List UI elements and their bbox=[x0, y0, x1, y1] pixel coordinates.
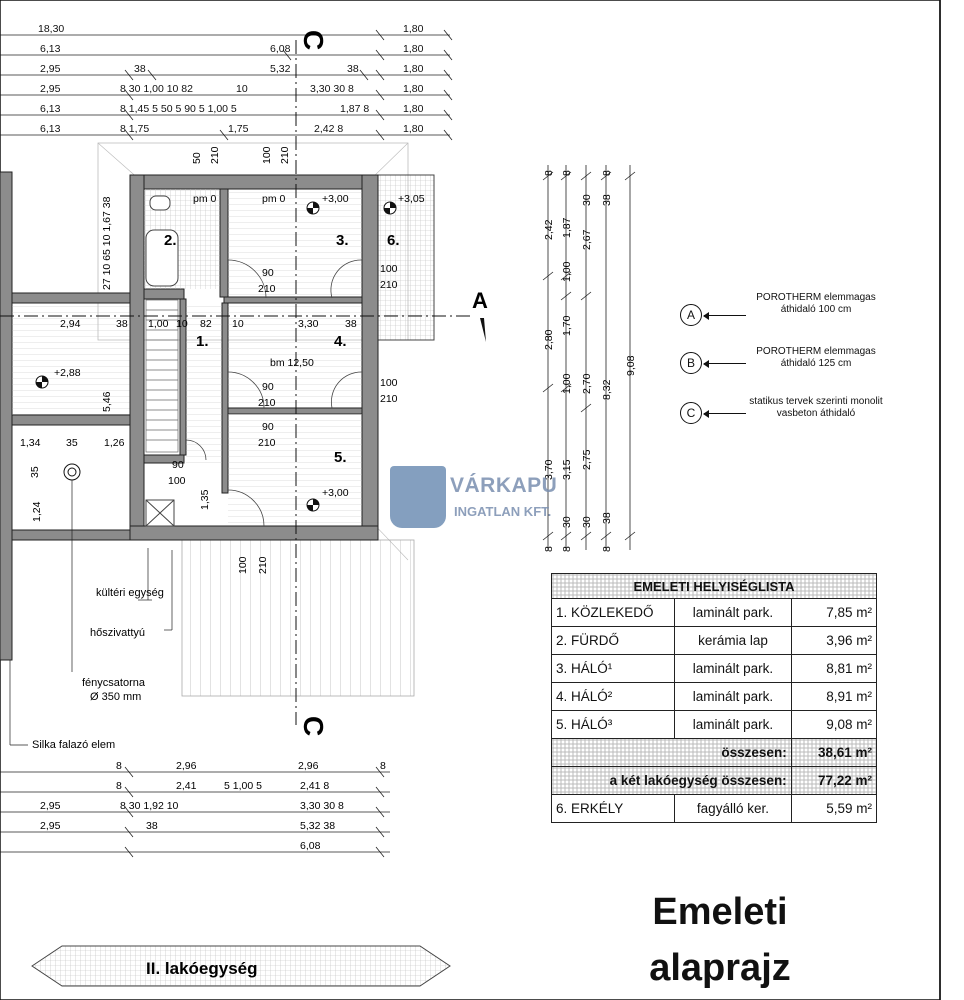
heat-pump-label: hőszivattyú bbox=[90, 627, 146, 639]
svg-text:210: 210 bbox=[258, 397, 276, 409]
total-value: 38,61 m² bbox=[791, 739, 876, 767]
table-row bbox=[552, 655, 877, 683]
dim-label: 18,30 bbox=[38, 23, 65, 35]
unit-label: II. lakóegység bbox=[146, 959, 258, 978]
svg-text:8,32: 8,32 bbox=[601, 379, 613, 400]
room-finish: laminált park. bbox=[675, 711, 791, 739]
table-row bbox=[552, 627, 877, 655]
annotations bbox=[32, 587, 164, 751]
drawing-title bbox=[600, 884, 840, 996]
svg-text:38: 38 bbox=[601, 194, 613, 206]
castle-icon bbox=[390, 466, 446, 528]
svg-text:1,24: 1,24 bbox=[31, 501, 43, 522]
dim-label: 6,13 bbox=[40, 43, 61, 55]
svg-text:90: 90 bbox=[172, 459, 184, 471]
svg-text:38: 38 bbox=[116, 318, 128, 330]
svg-text:210: 210 bbox=[258, 283, 276, 295]
legend-item-b bbox=[680, 346, 890, 390]
dim-label: 1,80 bbox=[403, 83, 424, 95]
dim-label: 6,08 bbox=[270, 43, 291, 55]
legend-text: statikus tervek szerinti monolit vasbeton áthidaló bbox=[749, 396, 883, 419]
dim-label: 38 bbox=[134, 63, 146, 75]
svg-text:90: 90 bbox=[262, 421, 274, 433]
room-finish: laminált park. bbox=[675, 655, 791, 683]
room-name: 2. FÜRDŐ bbox=[552, 627, 675, 655]
outdoor-unit-label: kültéri egység bbox=[96, 587, 164, 599]
dim-label: 1,80 bbox=[403, 23, 424, 35]
table-header-row bbox=[552, 574, 877, 599]
dim-label: 38 bbox=[347, 63, 359, 75]
room-finish: fagyálló ker. bbox=[675, 795, 791, 823]
svg-text:10: 10 bbox=[176, 318, 188, 330]
svg-text:3,70: 3,70 bbox=[543, 459, 555, 480]
svg-text:38: 38 bbox=[601, 512, 613, 524]
room-number: 5. bbox=[334, 449, 347, 466]
total-label: összesen: bbox=[552, 739, 792, 767]
logo-subtitle: INGATLAN KFT. bbox=[454, 504, 552, 519]
room-area: 5,59 m² bbox=[791, 795, 876, 823]
legend-text: POROTHERM elemmagas áthidaló 100 cm bbox=[756, 292, 876, 315]
dim-label: 1,87 8 bbox=[340, 103, 370, 115]
svg-text:1,35: 1,35 bbox=[199, 489, 211, 510]
svg-text:210: 210 bbox=[380, 393, 398, 405]
svg-text:2,96: 2,96 bbox=[298, 760, 319, 772]
room-name: 5. HÁLÓ³ bbox=[552, 711, 675, 739]
svg-text:2,95: 2,95 bbox=[40, 820, 61, 832]
svg-text:8: 8 bbox=[543, 170, 555, 176]
dim-label: 1,80 bbox=[403, 63, 424, 75]
bottom-dimension-labels bbox=[40, 760, 386, 852]
svg-text:3,30: 3,30 bbox=[298, 318, 319, 330]
dim-label: 2,95 bbox=[40, 63, 61, 75]
svg-text:2,70: 2,70 bbox=[581, 373, 593, 394]
svg-text:2,42: 2,42 bbox=[543, 219, 555, 240]
svg-text:1,00: 1,00 bbox=[561, 261, 573, 282]
pm-label: pm 0 bbox=[262, 193, 286, 205]
svg-text:2,41: 2,41 bbox=[176, 780, 197, 792]
dim-label: 10 bbox=[236, 83, 248, 95]
svg-text:100: 100 bbox=[380, 263, 398, 275]
svg-text:50: 50 bbox=[191, 152, 203, 164]
svg-text:2,96: 2,96 bbox=[176, 760, 197, 772]
svg-text:1,26: 1,26 bbox=[104, 437, 125, 449]
arrow-left-icon bbox=[704, 315, 746, 316]
svg-text:100: 100 bbox=[380, 377, 398, 389]
svg-text:1,87: 1,87 bbox=[561, 217, 573, 238]
svg-text:1,00: 1,00 bbox=[148, 318, 169, 330]
room-number: 1. bbox=[196, 333, 209, 350]
svg-text:30: 30 bbox=[581, 194, 593, 206]
svg-text:8: 8 bbox=[543, 546, 555, 552]
diameter-label: Ø 350 mm bbox=[90, 691, 142, 703]
legend-key: A bbox=[680, 304, 702, 326]
toilet bbox=[150, 196, 170, 210]
wall-material-label: Silka falazó elem bbox=[32, 739, 116, 751]
svg-text:5 1,00 5: 5 1,00 5 bbox=[224, 780, 262, 792]
room-finish: laminált park. bbox=[675, 599, 791, 627]
table-row bbox=[552, 795, 877, 823]
svg-text:1,00: 1,00 bbox=[561, 373, 573, 394]
dim-label: 8 1,75 bbox=[120, 123, 150, 135]
dim-label: 3,30 30 8 bbox=[310, 83, 354, 95]
svg-text:82: 82 bbox=[200, 318, 212, 330]
svg-text:8: 8 bbox=[116, 760, 122, 772]
room-finish: laminált park. bbox=[675, 683, 791, 711]
logo-brand: VÁRKAPU bbox=[450, 474, 558, 497]
legend-key: B bbox=[680, 352, 702, 374]
pergola-deck bbox=[182, 540, 414, 696]
svg-text:6,08: 6,08 bbox=[300, 840, 321, 852]
svg-text:90: 90 bbox=[262, 381, 274, 393]
room-area: 8,81 m² bbox=[791, 655, 876, 683]
section-c-bottom: C bbox=[298, 716, 329, 737]
svg-text:30: 30 bbox=[581, 516, 593, 528]
section-c-top: C bbox=[298, 30, 329, 51]
svg-text:10: 10 bbox=[232, 318, 244, 330]
room-list-table bbox=[551, 573, 877, 823]
dim-label: 5,32 bbox=[270, 63, 291, 75]
svg-text:210: 210 bbox=[257, 556, 269, 574]
svg-text:35: 35 bbox=[66, 437, 78, 449]
dim-label: 2,42 8 bbox=[314, 123, 344, 135]
svg-text:27 10 65 10 1,67 38: 27 10 65 10 1,67 38 bbox=[101, 196, 113, 290]
svg-text:210: 210 bbox=[209, 146, 221, 164]
svg-text:3,15: 3,15 bbox=[561, 459, 573, 480]
dim-label: 6,13 bbox=[40, 103, 61, 115]
left-wall bbox=[0, 172, 12, 660]
svg-text:90: 90 bbox=[262, 267, 274, 279]
svg-text:210: 210 bbox=[279, 146, 291, 164]
room-number: 2. bbox=[164, 232, 177, 249]
svg-text:30: 30 bbox=[561, 516, 573, 528]
svg-text:8: 8 bbox=[561, 170, 573, 176]
svg-text:35: 35 bbox=[29, 466, 41, 478]
level-label: +2,88 bbox=[54, 367, 81, 379]
pm-label: pm 0 bbox=[193, 193, 217, 205]
svg-text:2,94: 2,94 bbox=[60, 318, 81, 330]
level-label: +3,05 bbox=[398, 193, 425, 205]
svg-text:8 30 1,92 10: 8 30 1,92 10 bbox=[120, 800, 179, 812]
room-finish: kerámia lap bbox=[675, 627, 791, 655]
svg-text:1,70: 1,70 bbox=[561, 315, 573, 336]
room-number: 6. bbox=[387, 232, 400, 249]
bm-label: bm 12,50 bbox=[270, 357, 314, 369]
level-label: +3,00 bbox=[322, 487, 349, 499]
arrow-left-icon bbox=[704, 413, 746, 414]
dim-label: 1,80 bbox=[403, 103, 424, 115]
room-area: 8,91 m² bbox=[791, 683, 876, 711]
total-row bbox=[552, 739, 877, 767]
svg-text:100: 100 bbox=[237, 556, 249, 574]
svg-text:2,67: 2,67 bbox=[581, 229, 593, 250]
table-row bbox=[552, 599, 877, 627]
room-name: 3. HÁLÓ¹ bbox=[552, 655, 675, 683]
both-units-row bbox=[552, 767, 877, 795]
table-row bbox=[552, 683, 877, 711]
svg-text:100: 100 bbox=[168, 475, 186, 487]
legend-item-c bbox=[680, 396, 890, 440]
svg-text:5,46: 5,46 bbox=[101, 391, 113, 412]
both-units-label: a két lakóegység összesen: bbox=[552, 767, 792, 795]
svg-text:8: 8 bbox=[561, 546, 573, 552]
top-dimension-labels bbox=[38, 23, 424, 135]
top-dimensions bbox=[0, 30, 452, 140]
arrow-left-icon bbox=[704, 363, 746, 364]
section-a: A bbox=[472, 288, 488, 313]
light-tube-label: fénycsatorna bbox=[82, 677, 145, 689]
svg-text:3,30 30 8: 3,30 30 8 bbox=[300, 800, 344, 812]
room-area: 7,85 m² bbox=[791, 599, 876, 627]
svg-text:8: 8 bbox=[601, 546, 613, 552]
legend-item-a bbox=[680, 292, 890, 336]
room-number: 3. bbox=[336, 232, 349, 249]
svg-text:2,95: 2,95 bbox=[40, 800, 61, 812]
svg-text:1,34: 1,34 bbox=[20, 437, 41, 449]
table-row bbox=[552, 711, 877, 739]
dim-label: 1,80 bbox=[403, 43, 424, 55]
dim-label: 8 30 1,00 10 82 bbox=[120, 83, 193, 95]
dim-label: 1,75 bbox=[228, 123, 249, 135]
dim-label: 2,95 bbox=[40, 83, 61, 95]
room-name: 4. HÁLÓ² bbox=[552, 683, 675, 711]
svg-text:210: 210 bbox=[380, 279, 398, 291]
room-number: 4. bbox=[334, 333, 347, 350]
svg-text:2,41 8: 2,41 8 bbox=[300, 780, 330, 792]
title-line-1: Emeleti bbox=[652, 891, 788, 933]
room-area: 3,96 m² bbox=[791, 627, 876, 655]
room-name: 6. ERKÉLY bbox=[552, 795, 675, 823]
svg-text:38: 38 bbox=[146, 820, 158, 832]
dim-label: 1,80 bbox=[403, 123, 424, 135]
dim-label: 6,13 bbox=[40, 123, 61, 135]
legend-key: C bbox=[680, 402, 702, 424]
title-line-2: alaprajz bbox=[649, 947, 791, 989]
svg-text:5,32 38: 5,32 38 bbox=[300, 820, 336, 832]
dim-label: 8 1,45 5 50 5 90 5 1,00 5 bbox=[120, 103, 237, 115]
svg-text:8: 8 bbox=[601, 170, 613, 176]
svg-text:100: 100 bbox=[261, 146, 273, 164]
svg-text:210: 210 bbox=[258, 437, 276, 449]
svg-text:2,75: 2,75 bbox=[581, 449, 593, 470]
svg-text:2,80: 2,80 bbox=[543, 329, 555, 350]
svg-text:8: 8 bbox=[380, 760, 386, 772]
svg-text:8: 8 bbox=[116, 780, 122, 792]
both-units-value: 77,22 m² bbox=[791, 767, 876, 795]
level-label: +3,00 bbox=[322, 193, 349, 205]
legend-text: POROTHERM elemmagas áthidaló 125 cm bbox=[756, 346, 876, 369]
table-title: EMELETI HELYISÉGLISTA bbox=[552, 574, 877, 599]
svg-text:38: 38 bbox=[345, 318, 357, 330]
svg-text:9,08: 9,08 bbox=[625, 355, 637, 376]
room-area: 9,08 m² bbox=[791, 711, 876, 739]
company-logo bbox=[390, 466, 580, 530]
room-name: 1. KÖZLEKEDŐ bbox=[552, 599, 675, 627]
